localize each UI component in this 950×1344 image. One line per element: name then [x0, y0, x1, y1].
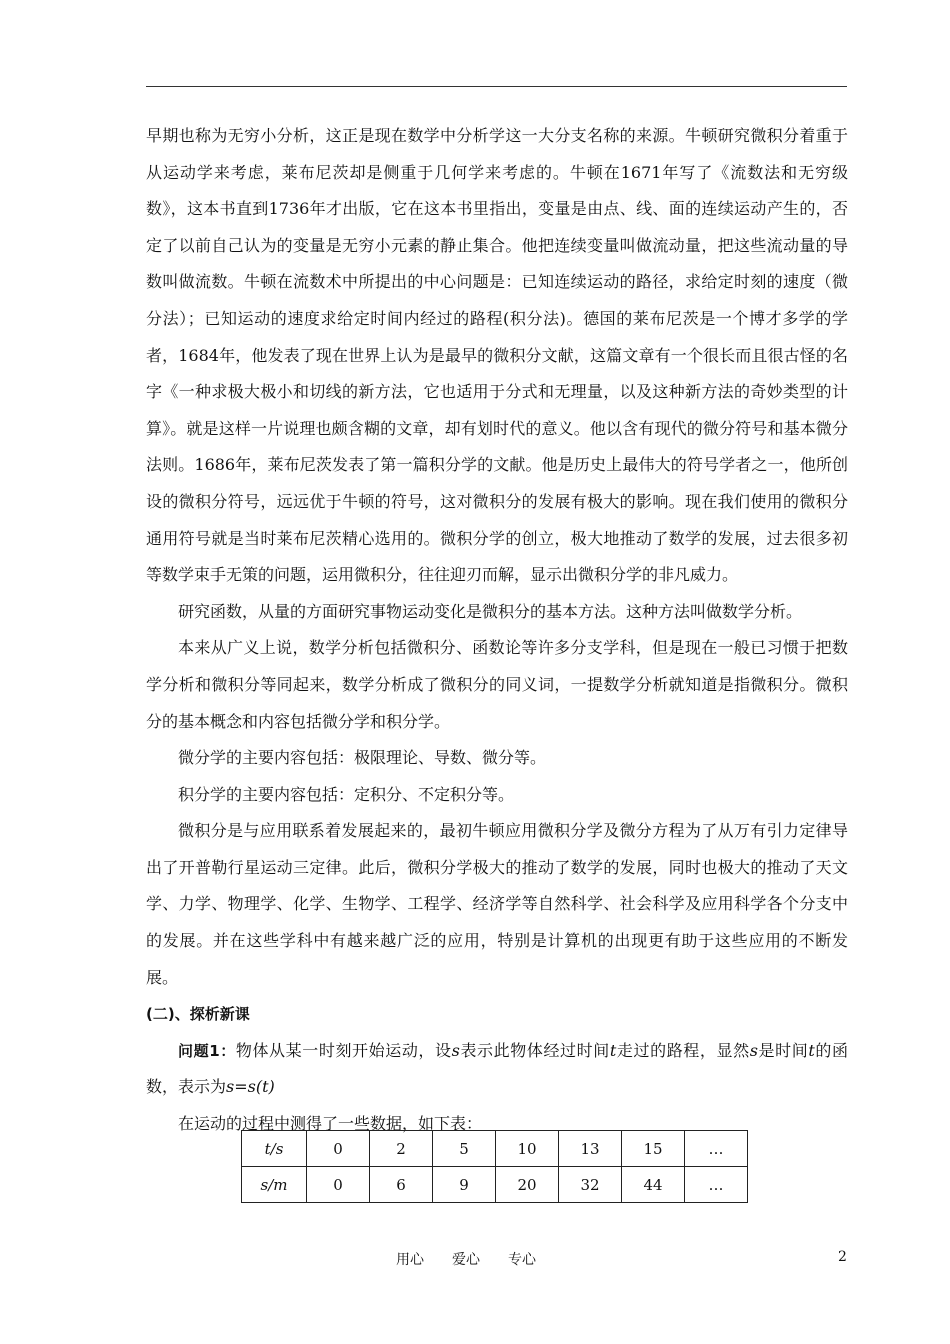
table-row	[242, 1167, 748, 1203]
var-t2: t	[808, 1040, 815, 1060]
paragraph-applications: 微积分是与应用联系着发展起来的，最初牛顿应用微积分学及微分方程为了从万有引力定律导出了开普勒行星运动三定律。此后，微积分学极大的推动了数学的发展，同时也极大的推动了天文学、力学、物理学、化学、生物学、工程学、经济学等自然科学、社会科学及应用科学各个分支中的发展。并在这些学科中有越来越广泛的应用，特别是计算机的出现更有助于这些应用的不断发展。	[146, 821, 848, 987]
problem-text-d: 是时间	[757, 1040, 809, 1060]
table-cell: 13	[559, 1131, 622, 1167]
table-intro: 在运动的过程中测得了一些数据，如下表：	[178, 1114, 483, 1134]
footer-motto-item: 用心	[396, 1252, 424, 1268]
table-header-distance: s/m	[242, 1167, 307, 1203]
table-cell: 20	[496, 1167, 559, 1203]
table-cell: …	[685, 1167, 748, 1203]
table-cell: 44	[622, 1167, 685, 1203]
var-s: s	[451, 1040, 460, 1060]
problem-text-c: 走过的路程，显然	[616, 1040, 750, 1060]
table-cell: 10	[496, 1131, 559, 1167]
table-cell: 15	[622, 1131, 685, 1167]
problem-text-b: 表示此物体经过时间	[459, 1040, 610, 1060]
table-cell: 32	[559, 1167, 622, 1203]
table-cell: 0	[307, 1131, 370, 1167]
page-number: 2	[838, 1249, 847, 1265]
table-header-time: t/s	[242, 1131, 307, 1167]
paragraph-definition: 本来从广义上说，数学分析包括微积分、函数论等许多分支学科，但是现在一般已习惯于把数学分析和微积分等同起来，数学分析成了微积分的同义词，一提数学分析就知道是指微积分。微积分的基本概念和内容包括微分学和积分学。	[146, 638, 848, 731]
var-t: t	[609, 1040, 617, 1060]
table-cell: 9	[433, 1167, 496, 1203]
problem-text-e: 的函数，表示为	[146, 1040, 848, 1097]
table-cell: 5	[433, 1131, 496, 1167]
table-cell: …	[685, 1131, 748, 1167]
table-row	[242, 1131, 748, 1167]
footer-motto-item: 专心	[508, 1252, 536, 1268]
formula: s=s(t)	[226, 1077, 275, 1097]
footer-motto-item: 爱心	[452, 1252, 480, 1268]
page-body	[146, 118, 848, 1143]
var-s2: s	[749, 1040, 758, 1060]
header-rule	[146, 86, 847, 87]
data-table	[241, 1130, 748, 1203]
problem-statement	[146, 1033, 848, 1106]
table-cell: 0	[307, 1167, 370, 1203]
paragraph-integral: 积分学的主要内容包括：定积分、不定积分等。	[178, 784, 515, 804]
paragraph-method: 研究函数，从量的方面研究事物运动变化是微积分的基本方法。这种方法叫做数学分析。	[178, 601, 803, 621]
table-cell: 2	[370, 1131, 433, 1167]
paragraph-differential: 微分学的主要内容包括：极限理论、导数、微分等。	[178, 748, 547, 768]
paragraph-history: 早期也称为无穷小分析，这正是现在数学中分析学这一大分支名称的来源。牛顿研究微积分着重于从运动学来考虑，莱布尼茨却是侧重于几何学来考虑的。牛顿在1671年写了《流数法和无穷级数》，这本书直到1736年才出版，它在这本书里指出，变量是由点、线、面的连续运动产生的，否定了以前自己认为的变量是无穷小元素的静止集合。他把连续变量叫做流动量，把这些流动量的导数叫做流数。牛顿在流数术中所提出的中心问题是：已知连续运动的路径，求给定时刻的速度（微分法）；已知运动的速度求给定时间内经过的路程(积分法)。德国的莱布尼茨是一个博才多学的学者，1684年，他发表了现在世界上认为是最早的微积分文献，这篇文章有一个很长而且很古怪的名字《一种求极大极小和切线的新方法，它也适用于分式和无理量，以及这种新方法的奇妙类型的计算》。就是这样一片说理也颇含糊的文章，却有划时代的意义。他以含有现代的微分符号和基本微分法则。1686年，莱布尼茨发表了第一篇积分学的文献。他是历史上最伟大的符号学者之一，他所创设的微积分符号，远远优于牛顿的符号，这对微积分的发展有极大的影响。现在我们使用的微积分通用符号就是当时莱布尼茨精心选用的。微积分学的创立，极大地推动了数学的发展，过去很多初等数学束手无策的问题，运用微积分，往往迎刃而解，显示出微积分学的非凡威力。	[146, 126, 848, 585]
table-cell: 6	[370, 1167, 433, 1203]
problem-text-a: 物体从某一时刻开始运动，设	[235, 1040, 452, 1060]
footer-motto	[396, 1249, 564, 1269]
problem-label: 问题1：	[178, 1041, 236, 1060]
section-heading: (二)、探析新课	[146, 1005, 250, 1024]
